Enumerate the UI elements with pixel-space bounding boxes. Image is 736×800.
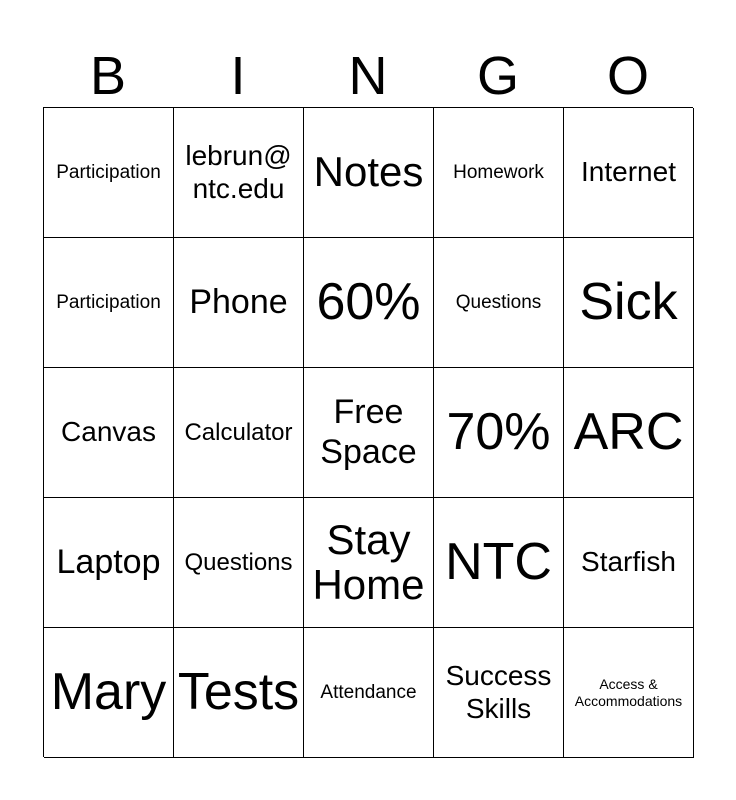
bingo-cell[interactable]: Canvas	[44, 368, 174, 498]
bingo-cell[interactable]: Questions	[434, 238, 564, 368]
bingo-cell[interactable]: Participation	[44, 238, 174, 368]
bingo-cell[interactable]: Mary	[44, 628, 174, 758]
bingo-cell[interactable]: Success Skills	[434, 628, 564, 758]
bingo-cell[interactable]: NTC	[434, 498, 564, 628]
bingo-cell[interactable]: Questions	[174, 498, 304, 628]
header-letter-g: G	[476, 46, 519, 106]
bingo-header	[43, 46, 693, 106]
bingo-cell[interactable]: lebrun@ ntc.edu	[174, 108, 304, 238]
bingo-cell[interactable]: Internet	[564, 108, 694, 238]
bingo-cell[interactable]: 60%	[304, 238, 434, 368]
bingo-cell[interactable]: Participation	[44, 108, 174, 238]
header-letter-i: I	[230, 46, 246, 106]
bingo-board	[43, 107, 693, 757]
bingo-cell[interactable]: Homework	[434, 108, 564, 238]
bingo-cell[interactable]: 70%	[434, 368, 564, 498]
bingo-cell[interactable]: Phone	[174, 238, 304, 368]
header-letter-b: B	[89, 46, 127, 106]
header-letter-o: O	[606, 46, 649, 106]
bingo-cell[interactable]: Tests	[174, 628, 304, 758]
bingo-cell[interactable]: Notes	[304, 108, 434, 238]
bingo-cell[interactable]: Laptop	[44, 498, 174, 628]
bingo-cell[interactable]: Stay Home	[304, 498, 434, 628]
bingo-cell[interactable]: Access & Accommodations	[564, 628, 694, 758]
bingo-cell-free-space[interactable]: Free Space	[304, 368, 434, 498]
bingo-cell[interactable]: ARC	[564, 368, 694, 498]
bingo-cell[interactable]: Calculator	[174, 368, 304, 498]
header-letter-n: N	[348, 46, 388, 106]
bingo-cell[interactable]: Sick	[564, 238, 694, 368]
bingo-cell[interactable]: Starfish	[564, 498, 694, 628]
bingo-cell[interactable]: Attendance	[304, 628, 434, 758]
